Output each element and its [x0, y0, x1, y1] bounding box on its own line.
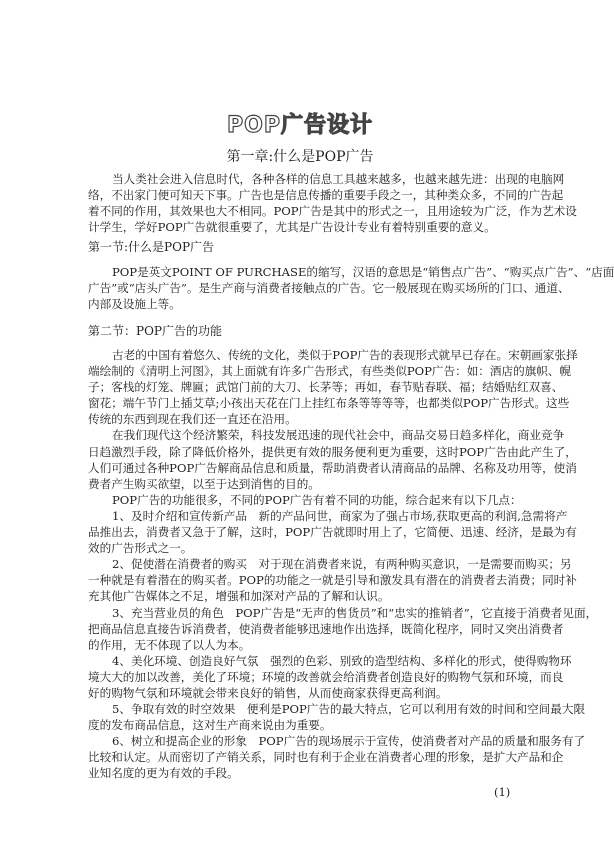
text-line: 内部及设施上等。 — [88, 297, 181, 312]
section1-heading: 第一节:什么是POP广告 — [88, 240, 215, 254]
text-line: 3、充当营业员的角色 POP广告是“无声的售货员”和“忠实的推销者”，它直接于消费者见面， — [112, 605, 598, 620]
chapter-heading: 第一章:什么是POP广告 — [226, 149, 374, 165]
paragraph — [88, 508, 577, 556]
text-line: 度的发布商品信息，这对生产商来说由为重要。 — [88, 718, 332, 733]
text-line: 好的购物气氛和环境就会带来良好的销售，从而使商家获得更高利润。 — [88, 685, 448, 700]
paragraph — [88, 605, 598, 653]
text-line: POP广告的功能很多，不同的POP广告有着不同的功能，综合起来有以下几点： — [112, 492, 522, 507]
text-line: 传统的东西到现在我们还一直还在沿用。 — [88, 412, 297, 427]
text-line: 4、美化环境、创造良好气氛 强烈的色彩、别致的造型结构、多样化的形式，使得购物环 — [112, 653, 572, 668]
text-line: 子；客栈的灯笼、牌匾；武馆门前的大刀、长茅等；再如，春节贴春联、福；结婚贴红双喜、 — [88, 380, 564, 395]
paragraph — [88, 347, 578, 427]
paragraph — [88, 556, 577, 604]
text-line: 效的广告形式之一。 — [88, 541, 193, 556]
text-line: 的作用，无不体现了以人为本。 — [88, 637, 251, 652]
text-line: 人们可通过各种POP广告解商品信息和质量，帮助消费者认清商品的品牌、名称及功用等，使消 — [88, 460, 577, 475]
document-title: POP广告设计 — [227, 113, 373, 138]
text-line: 一种就是有着潜在的购买者。POP的功能之一就是引导和激发具有潜在的消费者去消费；同时补 — [88, 573, 577, 588]
paragraph — [88, 492, 522, 508]
section2-heading: 第二节：POP广告的功能 — [88, 324, 222, 338]
text-line: 2、促使潜在消费者的购买 对于现在消费者来说，有两种购买意识，一是需要而购买；另 — [112, 557, 572, 572]
text-line: 古老的中国有着悠久、传统的文化，类似于POP广告的表现形式就早已存在。宋朝画家张择 — [112, 348, 578, 362]
text-line: 计学生，学好POP广告就很重要了，尤其是广告设计专业有着特别重要的意义。 — [88, 220, 496, 235]
text-line: POP是英文POINT OF PURCHASE的缩写，汉语的意思是“销售点广告”、“购买点广告”、“店面 — [112, 265, 614, 279]
intro-paragraph — [88, 171, 577, 235]
text-line: 费者产生购买欲望，以至于达到消售的目的。 — [88, 476, 320, 491]
text-line: 络，不出家门便可知天下事。广告也是信息传播的重要手段之一，其种类众多，不同的广告起 — [88, 188, 564, 203]
text-line: 品推出去，消费者又急于了解，这时，POP广告就即时用上了，它简便、迅速、经济，是最为有 — [88, 525, 577, 540]
text-line: 日趋激烈手段，除了降低价格外，提供更有效的服务便利更为重要，这时POP广告由此产生了， — [88, 444, 577, 459]
text-line: 窗花；端午节门上插艾草;小孩出天花在门上挂红布条等等等等，也都类似POP广告形式。这些 — [88, 396, 570, 411]
paragraph — [88, 701, 586, 733]
text-line: 在我们现代这个经济繁荣，科技发展迅速的现代社会中，商品交易日趋多样化，商业竞争 — [112, 428, 565, 443]
text-line: 业知名度的更为有效的手段。 — [88, 766, 239, 781]
section1-paragraph — [88, 264, 614, 312]
text-line: 比较和认定。从而密切了产销关系，同时也有利于企业在消费者心理的形象，是扩大产品和企 — [88, 750, 564, 765]
text-line: 着不同的作用，其效果也大不相同。POP广告是其中的形式之一，且用途较为广泛，作为艺术设 — [88, 204, 577, 219]
text-line: 充其他广告媒体之不足，增强和加深对产品的了解和认识。 — [88, 589, 390, 604]
text-line: 1、及时介绍和宣传新产品 新的产品问世，商家为了强占市场,获取更高的利润,急需将产 — [112, 508, 568, 523]
page-number: (1) — [494, 785, 511, 799]
text-line: 境大大的加以改善，美化了环境；环境的改善就会给消费者创造良好的购物气氛和环境，而良 — [88, 669, 564, 684]
text-line: 当人类社会进入信息时代，各种各样的信息工具越来越多，也越来越先进：出现的电脑网 — [112, 172, 565, 186]
text-line: 广告”或“店头广告”。是生产商与消费者接触点的广告。它一般展现在购买场所的门口、通道、 — [88, 281, 570, 296]
section2-body — [88, 347, 598, 782]
paragraph — [88, 733, 586, 781]
text-line: 6、树立和提高企业的形象 POP广告的现场展示于宣传，使消费者对产品的质量和服务有了 — [112, 734, 586, 749]
text-line: 5、争取有效的时空效果 便利是POP广告的最大特点，它可以利用有效的时间和空间最大限 — [112, 702, 586, 717]
text-line: 端绘制的《清明上河图》，其上面就有许多广告形式，有些类似POP广告：如：酒店的旗帜、幌 — [88, 364, 572, 379]
paragraph — [88, 427, 577, 491]
paragraph — [88, 653, 572, 701]
text-line: 把商品信息直接告诉消费者，使消费者能够迅速地作出选择，既简化程序，同时又突出消费者 — [88, 621, 564, 636]
